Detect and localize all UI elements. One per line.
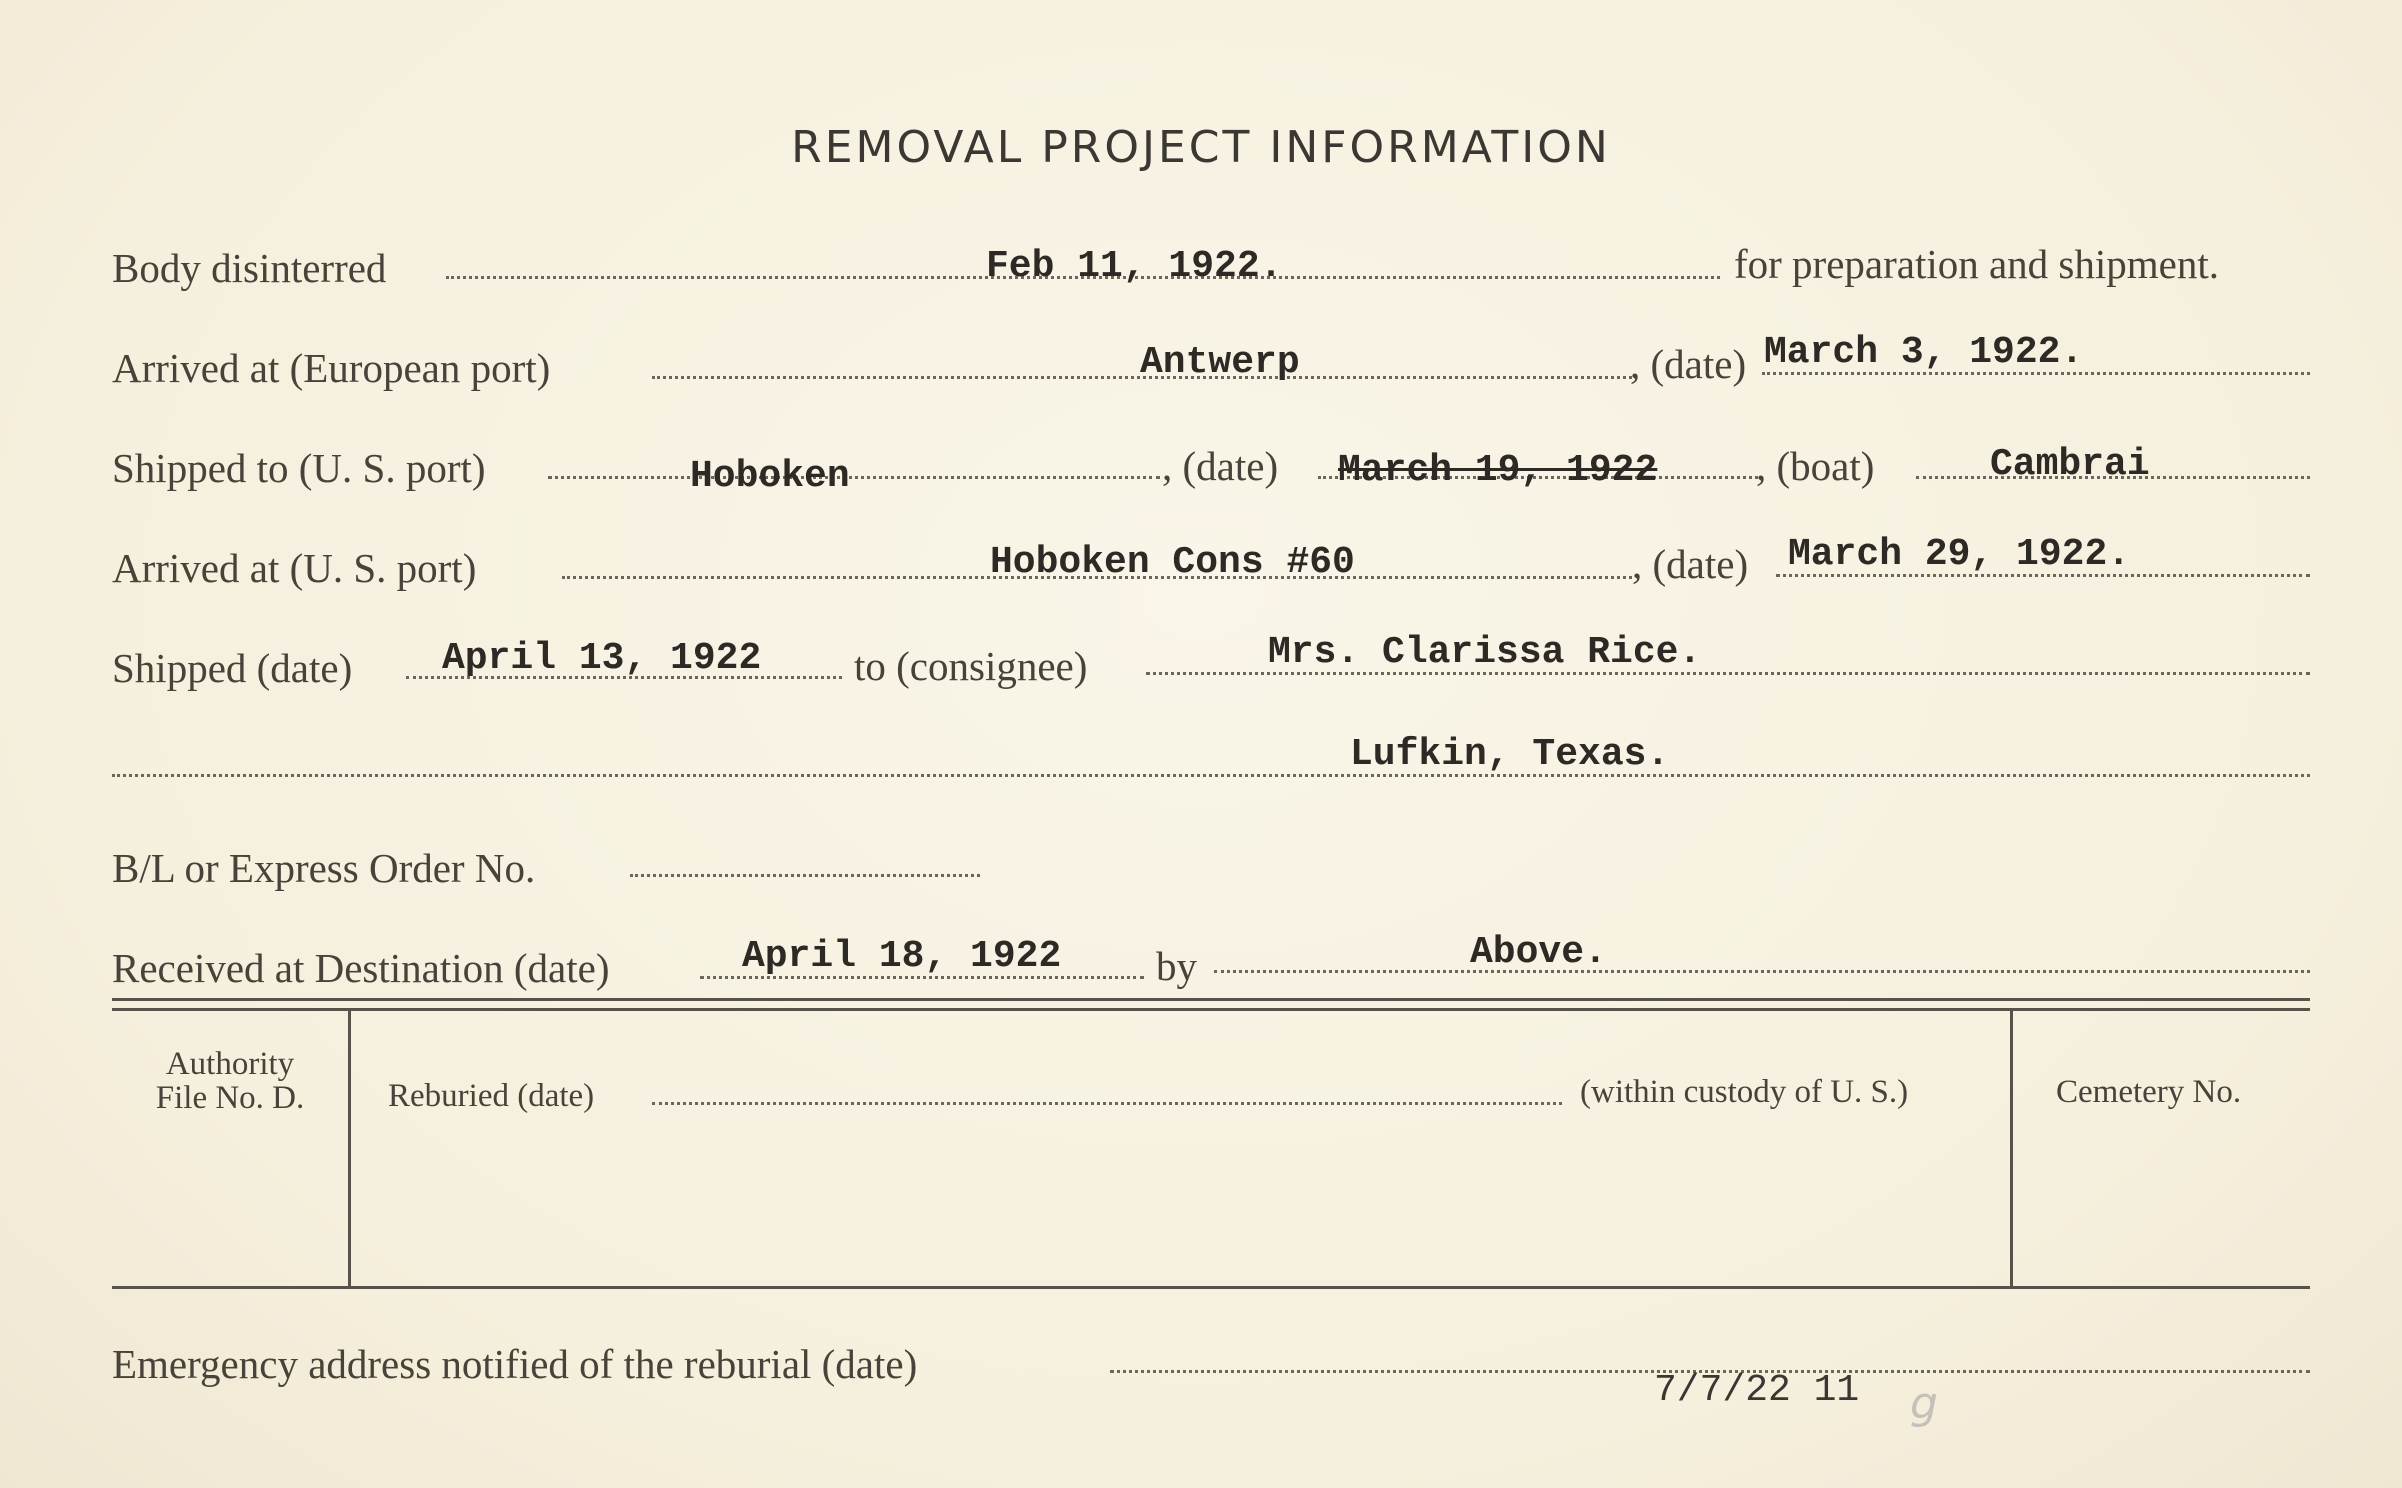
value-us-port: Hoboken [690, 455, 850, 498]
dotted-line [112, 774, 2310, 777]
dotted-line [1214, 970, 2310, 973]
value-disinterred-date: Feb 11, 1922. [986, 245, 1283, 288]
table-top-rule-2 [112, 1008, 2310, 1011]
label-boat: , (boat) [1756, 443, 1875, 489]
label-body-disinterred: Body disinterred [112, 245, 387, 291]
column-divider [348, 1010, 351, 1286]
label-date: , (date) [1632, 541, 1749, 587]
label-shipped-date: Shipped (date) [112, 645, 353, 691]
value-received-date: April 18, 1922 [742, 935, 1062, 978]
label-arrived-us: Arrived at (U. S. port) [112, 545, 477, 591]
value-arrived-us-date: March 29, 1922. [1788, 533, 2131, 576]
label-shipped-us: Shipped to (U. S. port) [112, 445, 486, 491]
label-date: , (date) [1630, 341, 1747, 387]
value-european-date: March 3, 1922. [1764, 331, 2084, 374]
custody-label: (within custody of U. S.) [1580, 1074, 1909, 1110]
value-european-port: Antwerp [1140, 341, 1300, 384]
value-received-by: Above. [1470, 931, 1607, 974]
label-emergency: Emergency address notified of the reburial (date) [112, 1341, 918, 1387]
label-bl-order: B/L or Express Order No. [112, 845, 536, 891]
authority-label: Authority [165, 1046, 295, 1082]
reburied-label: Reburied (date) [388, 1078, 595, 1114]
value-consignee: Mrs. Clarissa Rice. [1268, 631, 1702, 674]
value-shipped-on: April 13, 1922 [442, 637, 762, 680]
value-shipped-date: March 19, 1922 [1338, 449, 1658, 492]
value-arrived-us-port: Hoboken Cons #60 [990, 541, 1355, 584]
column-divider [2010, 1010, 2013, 1286]
table-top-rule [112, 998, 2310, 1001]
value-emergency-date: 7/7/22 11 [1654, 1369, 1860, 1412]
label-received: Received at Destination (date) [112, 945, 610, 991]
label-by: by [1156, 943, 1197, 989]
dotted-line [630, 874, 980, 877]
value-consignee-address: Lufkin, Texas. [1350, 733, 1670, 776]
pencil-mark: g [1910, 1378, 1938, 1429]
dotted-line [652, 1102, 1562, 1105]
dotted-line [548, 476, 1160, 479]
label-consignee: to (consignee) [854, 643, 1088, 689]
file-no-label: File No. D. [155, 1080, 305, 1116]
label-arrived-european: Arrived at (European port) [112, 345, 551, 391]
card-title: REMOVAL PROJECT INFORMATION [791, 122, 1611, 173]
table-bottom-rule [112, 1286, 2310, 1289]
label-date: , (date) [1162, 443, 1279, 489]
label-preparation: for preparation and shipment. [1734, 241, 2220, 287]
value-boat: Cambrai [1990, 443, 2150, 486]
cemetery-label: Cemetery No. [2056, 1074, 2242, 1110]
